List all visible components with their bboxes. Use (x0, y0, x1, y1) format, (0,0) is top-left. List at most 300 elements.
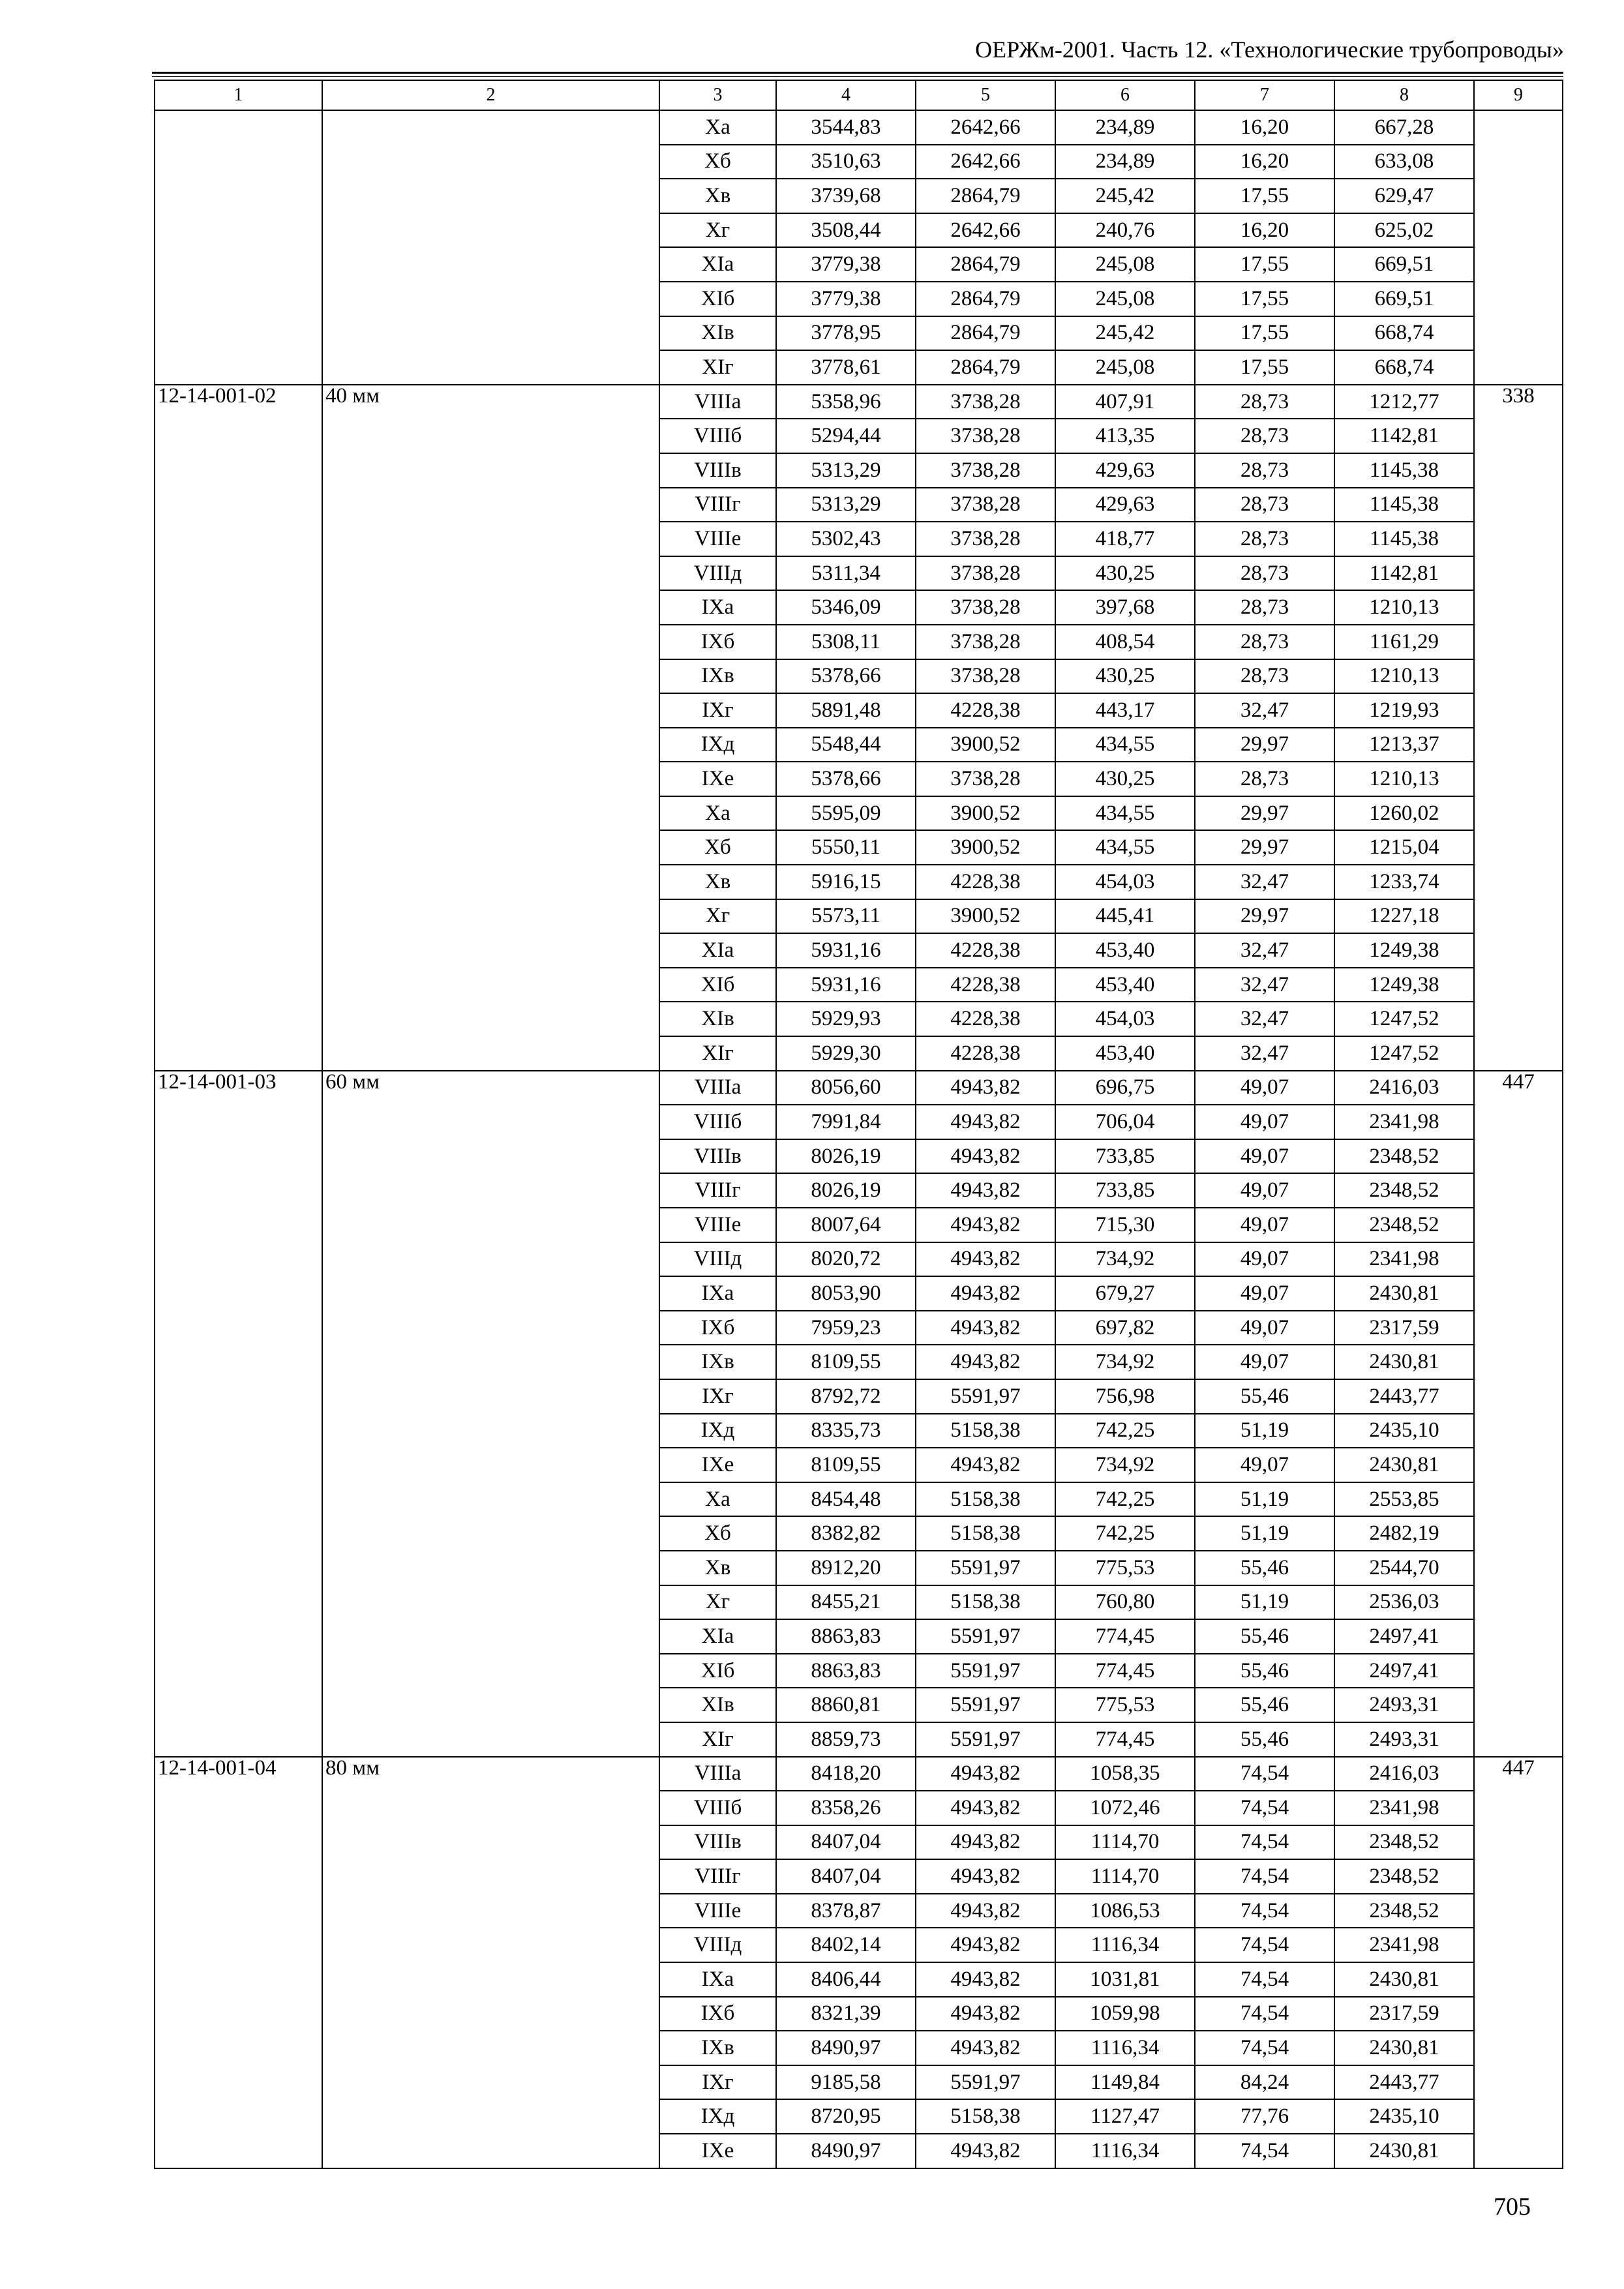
category-cell: Xa (659, 110, 776, 145)
machine-cost-cell: 774,45 (1055, 1654, 1195, 1688)
wages-cell: 5591,97 (916, 1619, 1055, 1654)
table-body (155, 80, 1563, 2168)
materials-cost-cell: 1247,52 (1334, 1036, 1474, 1071)
category-cell: IXд (659, 728, 776, 762)
category-cell: VIIIa (659, 1071, 776, 1105)
category-cell: Xв (659, 865, 776, 899)
wages-cell: 3738,28 (916, 488, 1055, 522)
driver-wages-cell: 74,54 (1195, 2031, 1334, 2065)
total-cost-cell: 8056,60 (776, 1071, 916, 1105)
wages-cell: 4943,82 (916, 1894, 1055, 1928)
driver-wages-cell: 28,73 (1195, 488, 1334, 522)
category-cell: XIв (659, 1688, 776, 1722)
materials-cost-cell: 2443,77 (1334, 2065, 1474, 2100)
total-cost-cell: 8720,95 (776, 2099, 916, 2134)
materials-cost-cell: 2544,70 (1334, 1551, 1474, 1585)
wages-cell: 2642,66 (916, 145, 1055, 179)
total-cost-cell: 5294,44 (776, 419, 916, 453)
machine-cost-cell: 234,89 (1055, 145, 1195, 179)
materials-cost-cell: 2493,31 (1334, 1688, 1474, 1722)
total-cost-cell: 5916,15 (776, 865, 916, 899)
driver-wages-cell: 29,97 (1195, 830, 1334, 865)
driver-wages-cell: 17,55 (1195, 316, 1334, 351)
total-cost-cell: 8020,72 (776, 1242, 916, 1277)
driver-wages-cell: 84,24 (1195, 2065, 1334, 2100)
driver-wages-cell: 49,07 (1195, 1105, 1334, 1139)
category-cell: VIIIв (659, 1139, 776, 1174)
table-row (155, 385, 1563, 419)
materials-cost-cell: 2317,59 (1334, 1311, 1474, 1345)
machine-cost-cell: 245,08 (1055, 247, 1195, 282)
materials-cost-cell: 2348,52 (1334, 1825, 1474, 1860)
wages-cell: 4943,82 (916, 1791, 1055, 1825)
running-header: ОЕРЖм-2001. Часть 12. «Технологические трубопроводы» (975, 37, 1564, 63)
wages-cell: 5591,97 (916, 1722, 1055, 1757)
driver-wages-cell: 32,47 (1195, 1002, 1334, 1036)
machine-cost-cell: 1149,84 (1055, 2065, 1195, 2100)
machine-cost-cell: 1086,53 (1055, 1894, 1195, 1928)
materials-cost-cell: 1212,77 (1334, 385, 1474, 419)
total-cost-cell: 5358,96 (776, 385, 916, 419)
machine-cost-cell: 408,54 (1055, 625, 1195, 659)
code-cell: 12-14-001-03 (155, 1071, 322, 1757)
driver-wages-cell: 51,19 (1195, 1516, 1334, 1551)
diameter-cell: 80 мм (322, 1757, 659, 2168)
machine-cost-cell: 742,25 (1055, 1414, 1195, 1448)
machine-cost-cell: 734,92 (1055, 1448, 1195, 1482)
driver-wages-cell: 74,54 (1195, 1997, 1334, 2031)
machine-cost-cell: 1127,47 (1055, 2099, 1195, 2134)
materials-cost-cell: 1145,38 (1334, 522, 1474, 556)
wages-cell: 4943,82 (916, 1997, 1055, 2031)
category-cell: VIIIe (659, 1208, 776, 1242)
category-cell: XIв (659, 316, 776, 351)
driver-wages-cell: 32,47 (1195, 933, 1334, 968)
driver-wages-cell: 74,54 (1195, 1928, 1334, 1962)
machine-cost-cell: 434,55 (1055, 796, 1195, 831)
machine-cost-cell: 429,63 (1055, 488, 1195, 522)
machine-cost-cell: 1114,70 (1055, 1825, 1195, 1860)
materials-cost-cell: 2348,52 (1334, 1208, 1474, 1242)
materials-cost-cell: 1249,38 (1334, 968, 1474, 1002)
machine-cost-cell: 454,03 (1055, 865, 1195, 899)
category-cell: Xб (659, 830, 776, 865)
materials-cost-cell: 2341,98 (1334, 1105, 1474, 1139)
machine-cost-cell: 742,25 (1055, 1482, 1195, 1517)
wages-cell: 3738,28 (916, 385, 1055, 419)
header-rule (152, 72, 1563, 74)
wages-cell: 4943,82 (916, 1448, 1055, 1482)
total-cost-cell: 8490,97 (776, 2134, 916, 2168)
materials-cost-cell: 2348,52 (1334, 1859, 1474, 1894)
wages-cell: 4943,82 (916, 2134, 1055, 2168)
machine-cost-cell: 734,92 (1055, 1242, 1195, 1277)
driver-wages-cell: 49,07 (1195, 1345, 1334, 1379)
category-cell: VIIIг (659, 1173, 776, 1208)
driver-wages-cell: 55,46 (1195, 1551, 1334, 1585)
total-cost-cell: 5573,11 (776, 899, 916, 934)
total-cost-cell: 5929,30 (776, 1036, 916, 1071)
wages-cell: 4943,82 (916, 2031, 1055, 2065)
total-cost-cell: 5311,34 (776, 556, 916, 591)
materials-cost-cell: 2416,03 (1334, 1071, 1474, 1105)
wages-cell: 3738,28 (916, 659, 1055, 694)
machine-cost-cell: 434,55 (1055, 728, 1195, 762)
materials-cost-cell: 1161,29 (1334, 625, 1474, 659)
category-cell: XIa (659, 1619, 776, 1654)
code-cell: 12-14-001-02 (155, 385, 322, 1071)
category-cell: IXб (659, 625, 776, 659)
materials-cost-cell: 2348,52 (1334, 1894, 1474, 1928)
total-cost-cell: 5313,29 (776, 488, 916, 522)
total-cost-cell: 9185,58 (776, 2065, 916, 2100)
materials-cost-cell: 1210,13 (1334, 590, 1474, 625)
wages-cell: 3738,28 (916, 762, 1055, 796)
materials-cost-cell: 668,74 (1334, 350, 1474, 385)
materials-cost-cell: 667,28 (1334, 110, 1474, 145)
total-cost-cell: 3778,61 (776, 350, 916, 385)
driver-wages-cell: 55,46 (1195, 1379, 1334, 1414)
code-cell: 12-14-001-04 (155, 1757, 322, 2168)
materials-cost-cell: 633,08 (1334, 145, 1474, 179)
wages-cell: 4943,82 (916, 1757, 1055, 1791)
category-cell: XIг (659, 1722, 776, 1757)
materials-cost-cell: 2493,31 (1334, 1722, 1474, 1757)
table-row (155, 1757, 1563, 1791)
driver-wages-cell: 17,55 (1195, 179, 1334, 213)
category-cell: VIIIa (659, 1757, 776, 1791)
machine-cost-cell: 1059,98 (1055, 1997, 1195, 2031)
driver-wages-cell: 32,47 (1195, 968, 1334, 1002)
category-cell: IXд (659, 1414, 776, 1448)
machine-cost-cell: 715,30 (1055, 1208, 1195, 1242)
materials-cost-cell: 2497,41 (1334, 1654, 1474, 1688)
total-cost-cell: 8382,82 (776, 1516, 916, 1551)
norm-cell: 338 (1474, 385, 1563, 1071)
materials-cost-cell: 2317,59 (1334, 1997, 1474, 2031)
category-cell: VIIIд (659, 556, 776, 591)
driver-wages-cell: 28,73 (1195, 590, 1334, 625)
total-cost-cell: 8007,64 (776, 1208, 916, 1242)
total-cost-cell: 3510,63 (776, 145, 916, 179)
total-cost-cell: 5550,11 (776, 830, 916, 865)
driver-wages-cell: 28,73 (1195, 762, 1334, 796)
machine-cost-cell: 733,85 (1055, 1139, 1195, 1174)
driver-wages-cell: 49,07 (1195, 1139, 1334, 1174)
materials-cost-cell: 2430,81 (1334, 1345, 1474, 1379)
wages-cell: 3738,28 (916, 419, 1055, 453)
driver-wages-cell: 32,47 (1195, 1036, 1334, 1071)
total-cost-cell: 8863,83 (776, 1619, 916, 1654)
driver-wages-cell: 49,07 (1195, 1448, 1334, 1482)
column-number: 1 (155, 80, 322, 110)
category-cell: Xa (659, 796, 776, 831)
wages-cell: 5158,38 (916, 1482, 1055, 1517)
driver-wages-cell: 29,97 (1195, 728, 1334, 762)
wages-cell: 3900,52 (916, 899, 1055, 934)
category-cell: IXв (659, 2031, 776, 2065)
total-cost-cell: 5302,43 (776, 522, 916, 556)
materials-cost-cell: 2430,81 (1334, 1276, 1474, 1311)
driver-wages-cell: 74,54 (1195, 1859, 1334, 1894)
wages-cell: 3900,52 (916, 796, 1055, 831)
driver-wages-cell: 17,55 (1195, 350, 1334, 385)
category-cell: IXб (659, 1311, 776, 1345)
machine-cost-cell: 434,55 (1055, 830, 1195, 865)
total-cost-cell: 8026,19 (776, 1173, 916, 1208)
driver-wages-cell: 16,20 (1195, 213, 1334, 248)
wages-cell: 4943,82 (916, 1139, 1055, 1174)
category-cell: VIIIг (659, 488, 776, 522)
norm-cell: 447 (1474, 1757, 1563, 2168)
materials-cost-cell: 669,51 (1334, 247, 1474, 282)
wages-cell: 2864,79 (916, 350, 1055, 385)
total-cost-cell: 8859,73 (776, 1722, 916, 1757)
total-cost-cell: 8358,26 (776, 1791, 916, 1825)
materials-cost-cell: 2348,52 (1334, 1173, 1474, 1208)
total-cost-cell: 3739,68 (776, 179, 916, 213)
wages-cell: 4943,82 (916, 1105, 1055, 1139)
total-cost-cell: 7991,84 (776, 1105, 916, 1139)
category-cell: VIIIв (659, 453, 776, 488)
materials-cost-cell: 2430,81 (1334, 1448, 1474, 1482)
category-cell: XIг (659, 1036, 776, 1071)
driver-wages-cell: 55,46 (1195, 1619, 1334, 1654)
category-cell: IXe (659, 762, 776, 796)
total-cost-cell: 5931,16 (776, 968, 916, 1002)
machine-cost-cell: 453,40 (1055, 933, 1195, 968)
total-cost-cell: 3544,83 (776, 110, 916, 145)
wages-cell: 4228,38 (916, 968, 1055, 1002)
total-cost-cell: 8860,81 (776, 1688, 916, 1722)
category-cell: Xa (659, 1482, 776, 1517)
driver-wages-cell: 49,07 (1195, 1276, 1334, 1311)
driver-wages-cell: 49,07 (1195, 1173, 1334, 1208)
category-cell: VIIIд (659, 1242, 776, 1277)
table-row (155, 1071, 1563, 1105)
total-cost-cell: 8335,73 (776, 1414, 916, 1448)
driver-wages-cell: 16,20 (1195, 145, 1334, 179)
category-cell: Xб (659, 1516, 776, 1551)
total-cost-cell: 8053,90 (776, 1276, 916, 1311)
column-number: 3 (659, 80, 776, 110)
wages-cell: 3738,28 (916, 590, 1055, 625)
category-cell: VIIIa (659, 385, 776, 419)
machine-cost-cell: 443,17 (1055, 693, 1195, 728)
total-cost-cell: 3508,44 (776, 213, 916, 248)
category-cell: VIIIг (659, 1859, 776, 1894)
total-cost-cell: 8455,21 (776, 1585, 916, 1620)
category-cell: XIa (659, 933, 776, 968)
total-cost-cell: 5548,44 (776, 728, 916, 762)
category-cell: IXг (659, 693, 776, 728)
category-cell: IXг (659, 2065, 776, 2100)
column-number: 4 (776, 80, 916, 110)
machine-cost-cell: 240,76 (1055, 213, 1195, 248)
machine-cost-cell: 774,45 (1055, 1619, 1195, 1654)
category-cell: XIa (659, 247, 776, 282)
wages-cell: 4943,82 (916, 1928, 1055, 1962)
machine-cost-cell: 245,42 (1055, 179, 1195, 213)
total-cost-cell: 5931,16 (776, 933, 916, 968)
machine-cost-cell: 760,80 (1055, 1585, 1195, 1620)
category-cell: IXa (659, 1962, 776, 1997)
machine-cost-cell: 1116,34 (1055, 1928, 1195, 1962)
machine-cost-cell: 429,63 (1055, 453, 1195, 488)
category-cell: XIб (659, 1654, 776, 1688)
materials-cost-cell: 2553,85 (1334, 1482, 1474, 1517)
materials-cost-cell: 2416,03 (1334, 1757, 1474, 1791)
wages-cell: 2642,66 (916, 213, 1055, 248)
driver-wages-cell: 49,07 (1195, 1071, 1334, 1105)
diameter-cell: 60 мм (322, 1071, 659, 1757)
category-cell: Xг (659, 1585, 776, 1620)
total-cost-cell: 8378,87 (776, 1894, 916, 1928)
total-cost-cell: 5313,29 (776, 453, 916, 488)
materials-cost-cell: 2443,77 (1334, 1379, 1474, 1414)
column-number: 2 (322, 80, 659, 110)
total-cost-cell: 3778,95 (776, 316, 916, 351)
machine-cost-cell: 418,77 (1055, 522, 1195, 556)
machine-cost-cell: 245,42 (1055, 316, 1195, 351)
materials-cost-cell: 1142,81 (1334, 419, 1474, 453)
driver-wages-cell: 74,54 (1195, 1962, 1334, 1997)
wages-cell: 4228,38 (916, 1002, 1055, 1036)
wages-cell: 4943,82 (916, 1173, 1055, 1208)
driver-wages-cell: 51,19 (1195, 1482, 1334, 1517)
materials-cost-cell: 1145,38 (1334, 488, 1474, 522)
wages-cell: 5158,38 (916, 2099, 1055, 2134)
materials-cost-cell: 669,51 (1334, 282, 1474, 316)
total-cost-cell: 8454,48 (776, 1482, 916, 1517)
driver-wages-cell: 55,46 (1195, 1722, 1334, 1757)
materials-cost-cell: 1210,13 (1334, 762, 1474, 796)
wages-cell: 5158,38 (916, 1585, 1055, 1620)
machine-cost-cell: 756,98 (1055, 1379, 1195, 1414)
wages-cell: 4943,82 (916, 1825, 1055, 1860)
column-number: 9 (1474, 80, 1563, 110)
column-number: 7 (1195, 80, 1334, 110)
materials-cost-cell: 2430,81 (1334, 1962, 1474, 1997)
total-cost-cell: 8418,20 (776, 1757, 916, 1791)
materials-cost-cell: 1249,38 (1334, 933, 1474, 968)
machine-cost-cell: 679,27 (1055, 1276, 1195, 1311)
driver-wages-cell: 74,54 (1195, 1757, 1334, 1791)
category-cell: VIIIe (659, 1894, 776, 1928)
category-cell: IXa (659, 590, 776, 625)
materials-cost-cell: 1219,93 (1334, 693, 1474, 728)
total-cost-cell: 5308,11 (776, 625, 916, 659)
materials-cost-cell: 1233,74 (1334, 865, 1474, 899)
total-cost-cell: 8792,72 (776, 1379, 916, 1414)
total-cost-cell: 5346,09 (776, 590, 916, 625)
category-cell: XIб (659, 968, 776, 1002)
materials-cost-cell: 2435,10 (1334, 1414, 1474, 1448)
column-number: 5 (916, 80, 1055, 110)
total-cost-cell: 8406,44 (776, 1962, 916, 1997)
category-cell: XIг (659, 350, 776, 385)
driver-wages-cell: 28,73 (1195, 385, 1334, 419)
total-cost-cell: 8407,04 (776, 1825, 916, 1860)
wages-cell: 3738,28 (916, 453, 1055, 488)
column-number-row (155, 80, 1563, 110)
total-cost-cell: 5891,48 (776, 693, 916, 728)
total-cost-cell: 8026,19 (776, 1139, 916, 1174)
materials-cost-cell: 2497,41 (1334, 1619, 1474, 1654)
wages-cell: 4943,82 (916, 1859, 1055, 1894)
machine-cost-cell: 1116,34 (1055, 2031, 1195, 2065)
category-cell: XIб (659, 282, 776, 316)
total-cost-cell: 8109,55 (776, 1345, 916, 1379)
table-row (155, 110, 1563, 145)
machine-cost-cell: 706,04 (1055, 1105, 1195, 1139)
wages-cell: 3738,28 (916, 625, 1055, 659)
machine-cost-cell: 697,82 (1055, 1311, 1195, 1345)
materials-cost-cell: 1210,13 (1334, 659, 1474, 694)
category-cell: Xг (659, 213, 776, 248)
machine-cost-cell: 734,92 (1055, 1345, 1195, 1379)
materials-cost-cell: 1247,52 (1334, 1002, 1474, 1036)
driver-wages-cell: 49,07 (1195, 1311, 1334, 1345)
wages-cell: 4943,82 (916, 1208, 1055, 1242)
driver-wages-cell: 74,54 (1195, 2134, 1334, 2168)
driver-wages-cell: 32,47 (1195, 693, 1334, 728)
wages-cell: 4943,82 (916, 1345, 1055, 1379)
machine-cost-cell: 775,53 (1055, 1551, 1195, 1585)
category-cell: Xв (659, 1551, 776, 1585)
machine-cost-cell: 430,25 (1055, 659, 1195, 694)
materials-cost-cell: 2341,98 (1334, 1791, 1474, 1825)
total-cost-cell: 8407,04 (776, 1859, 916, 1894)
total-cost-cell: 5929,93 (776, 1002, 916, 1036)
wages-cell: 5591,97 (916, 2065, 1055, 2100)
materials-cost-cell: 2435,10 (1334, 2099, 1474, 2134)
category-cell: IXб (659, 1997, 776, 2031)
wages-cell: 5591,97 (916, 1654, 1055, 1688)
wages-cell: 3738,28 (916, 556, 1055, 591)
wages-cell: 2864,79 (916, 247, 1055, 282)
total-cost-cell: 8490,97 (776, 2031, 916, 2065)
category-cell: IXг (659, 1379, 776, 1414)
wages-cell: 5591,97 (916, 1379, 1055, 1414)
materials-cost-cell: 1142,81 (1334, 556, 1474, 591)
wages-cell: 2864,79 (916, 316, 1055, 351)
wages-cell: 2864,79 (916, 282, 1055, 316)
category-cell: IXe (659, 2134, 776, 2168)
driver-wages-cell: 28,73 (1195, 522, 1334, 556)
materials-cost-cell: 1213,37 (1334, 728, 1474, 762)
norm-cell: 447 (1474, 1071, 1563, 1757)
machine-cost-cell: 245,08 (1055, 282, 1195, 316)
total-cost-cell: 5595,09 (776, 796, 916, 831)
category-cell: IXe (659, 1448, 776, 1482)
page-number: 705 (1494, 2193, 1531, 2221)
category-cell: IXв (659, 1345, 776, 1379)
driver-wages-cell: 55,46 (1195, 1688, 1334, 1722)
machine-cost-cell: 1058,35 (1055, 1757, 1195, 1791)
materials-cost-cell: 2482,19 (1334, 1516, 1474, 1551)
machine-cost-cell: 733,85 (1055, 1173, 1195, 1208)
category-cell: XIв (659, 1002, 776, 1036)
wages-cell: 4228,38 (916, 1036, 1055, 1071)
category-cell: Xв (659, 179, 776, 213)
driver-wages-cell: 28,73 (1195, 419, 1334, 453)
total-cost-cell: 3779,38 (776, 282, 916, 316)
total-cost-cell: 8402,14 (776, 1928, 916, 1962)
machine-cost-cell: 1116,34 (1055, 2134, 1195, 2168)
driver-wages-cell: 74,54 (1195, 1894, 1334, 1928)
category-cell: IXв (659, 659, 776, 694)
